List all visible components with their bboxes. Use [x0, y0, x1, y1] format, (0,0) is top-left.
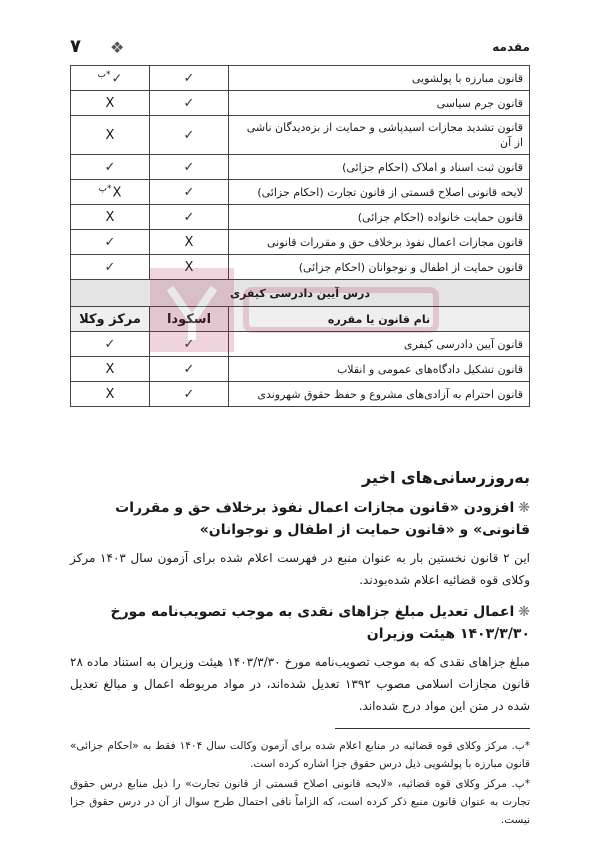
law-sources-table	[70, 65, 530, 407]
law-name: قانون مبارزه با پولشویی	[229, 66, 530, 91]
check-icon: ✓	[150, 332, 229, 357]
table-row	[71, 332, 530, 357]
table-row	[71, 205, 530, 230]
header-row	[71, 307, 530, 332]
check-icon: ✓	[150, 357, 229, 382]
page-header	[70, 38, 530, 62]
table-row	[71, 155, 530, 180]
page-title: مقدمه	[492, 40, 530, 54]
cross-icon: X	[71, 357, 150, 382]
table-row	[71, 66, 530, 91]
update-item-title: ❋افزودن «قانون مجازات اعمال نفوذ برخلاف حق و مقررات قانونی» و «قانون حمایت از اطفال و نوجوانان»	[115, 500, 530, 538]
section-title: درس آیین دادرسی کیفری	[71, 280, 530, 307]
cross-icon: X	[71, 205, 150, 230]
check-icon: ✓	[150, 205, 229, 230]
check-icon: ✓	[150, 116, 229, 155]
law-name: قانون حمایت از اطفال و نوجوانان (احکام جزائی)	[229, 255, 530, 280]
footnotes	[70, 737, 530, 831]
section-heading: به‌روزرسانی‌های اخیر	[361, 468, 530, 487]
table-row	[71, 357, 530, 382]
cross-icon: X	[71, 382, 150, 407]
cross-icon: X	[150, 230, 229, 255]
page-number: ۷	[70, 36, 81, 57]
law-name: قانون حمایت خانواده (احکام جزائی)	[229, 205, 530, 230]
check-icon: ✓	[71, 332, 150, 357]
law-name: قانون جرم سیاسی	[229, 91, 530, 116]
law-name: قانون تشدید مجازات اسیدپاشی و حمایت از بزه‌دیدگان ناشی از آن	[229, 116, 530, 155]
column-header-scouda: اسکودا	[150, 307, 229, 332]
cross-icon: X$^{*پ}$	[71, 180, 150, 205]
check-icon: ✓	[150, 91, 229, 116]
ornament-icon: ❖	[110, 38, 125, 57]
footnote-ref: *پ	[98, 183, 112, 194]
law-name: قانون مجازات اعمال نفوذ برخلاف حق و مقررات قانونی	[229, 230, 530, 255]
footnote-ref: *ب	[97, 69, 111, 80]
check-icon: ✓	[150, 382, 229, 407]
recent-updates-section	[70, 468, 530, 727]
check-icon: ✓	[150, 180, 229, 205]
law-name: قانون احترام به آزادی‌های مشروع و حفظ حقوق شهروندی	[229, 382, 530, 407]
table-row	[71, 382, 530, 407]
check-icon: ✓	[71, 255, 150, 280]
table-row	[71, 255, 530, 280]
footnote: *پ. مرکز وکلای قوه قضائیه، «لایحه قانونی اصلاح قسمتی از قانون تجارت» را ذیل منابع درس حقوق تجارت به عنوان قانون منبع ذکر کرده است، که الزاماً نافی احتمال طرح سوال از آن در درس حقوق جزا نیست.	[70, 778, 530, 826]
column-header-lawyers-center: مرکز وکلا	[71, 307, 150, 332]
column-header-name: نام قانون یا مقرره	[229, 307, 530, 332]
footnote: *ب. مرکز وکلای قوه قضائیه در منابع اعلام شده برای آزمون وکالت سال ۱۴۰۴ فقط به «احکام جزائی» قانون مبارزه با پولشویی ذیل درس حقوق جزا اشاره کرده است.	[70, 740, 530, 770]
bullet-icon: ❋	[518, 604, 530, 620]
cross-icon: X	[71, 91, 150, 116]
table-row	[71, 91, 530, 116]
check-icon: ✓	[71, 230, 150, 255]
table-row	[71, 180, 530, 205]
law-name: قانون آیین دادرسی کیفری	[229, 332, 530, 357]
update-item-body: مبلغ جزاهای نقدی که به موجب تصویب‌نامه مورخ ۱۴۰۳/۳/۳۰ هیئت وزیران به استناد ماده ۲۸ قانون مجازات اسلامی مصوب ۱۳۹۲ تعدیل شده‌اند، در مواد مربوطه اعمال و مبالغ تعدیل شده در متن این مواد درج شده‌اند.	[70, 655, 530, 713]
check-icon: ✓	[71, 155, 150, 180]
law-name: قانون تشکیل دادگاه‌های عمومی و انقلاب	[229, 357, 530, 382]
update-item-title: ❋اعمال تعدیل مبلغ جزاهای نقدی به موجب تصویب‌نامه مورخ ۱۴۰۳/۳/۳۰ هیئت وزیران	[110, 604, 530, 642]
law-name: قانون ثبت اسناد و املاک (احکام جزائی)	[229, 155, 530, 180]
cross-icon: X	[150, 255, 229, 280]
section-row	[71, 280, 530, 307]
law-name: لایحه قانونی اصلاح قسمتی از قانون تجارت (احکام جزائی)	[229, 180, 530, 205]
footnote-divider	[335, 728, 530, 729]
update-item-body: این ۲ قانون نخستین بار به عنوان منبع در فهرست اعلام شده برای آزمون سال ۱۴۰۳ مرکز وکلای قوه قضائیه اعلام شده‌بودند.	[70, 551, 530, 587]
check-icon: ✓	[150, 155, 229, 180]
table-row	[71, 116, 530, 155]
check-icon: ✓$^{*ب}$	[71, 66, 150, 91]
table-row	[71, 230, 530, 255]
cross-icon: X	[71, 116, 150, 155]
check-icon: ✓	[150, 66, 229, 91]
bullet-icon: ❋	[518, 500, 530, 516]
